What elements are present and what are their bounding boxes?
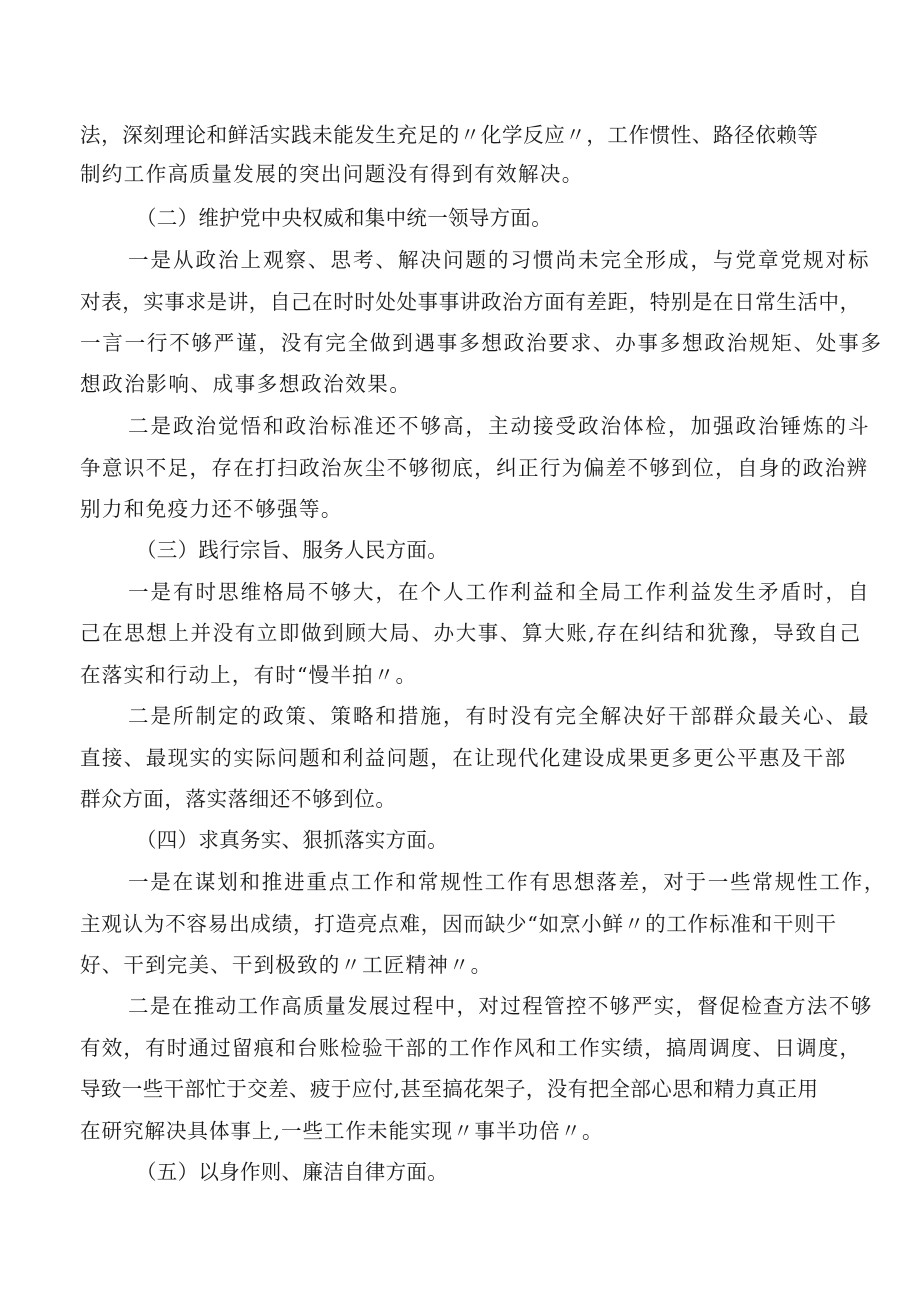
text-line: 二是政治觉悟和政治标准还不够高，主动接受政治体检，加强政治锤炼的斗 — [128, 414, 871, 438]
text-line: 一是有时思维格局不够大，在个人工作利益和全局工作利益发生矛盾时，自 — [128, 580, 871, 604]
text-line: 法，深刻理论和鲜活实践未能发生充足的〃化学反应〃，工作惯性、路径依赖等 — [80, 123, 819, 147]
section-heading: （四）求真务实、狠抓落实方面。 — [136, 828, 448, 852]
text-line: 别力和免疫力还不够强等。 — [80, 497, 343, 521]
text-line: 在研究解决具体事上,一些工作未能实现〃事半功倍〃。 — [80, 1119, 604, 1143]
text-line: 群众方面，落实落细还不够到位。 — [80, 787, 397, 811]
text-line: 一是从政治上观察、思考、解决问题的习惯尚未完全形成，与党章党规对标 — [128, 248, 871, 272]
text-line: 二是在推动工作高质量发展过程中，对过程管控不够严实，督促检查方法不够 — [128, 994, 873, 1018]
text-line: 好、干到完美、干到极致的〃工匠精神〃。 — [80, 953, 493, 977]
text-line: 制约工作高质量发展的突出问题没有得到有效解决。 — [80, 162, 584, 186]
text-line: 想政治影响、成事多想政治效果。 — [80, 372, 412, 396]
section-heading: （二）维护党中央权威和集中统一领导方面。 — [136, 206, 552, 230]
section-heading: （三）践行宗旨、服务人民方面。 — [136, 538, 448, 562]
text-line: 直接、最现实的实际问题和利益问题，在让现代化建设成果更多更公平惠及干部 — [80, 746, 847, 770]
text-line: 己在思想上并没有立即做到顾大局、办大事、算大账,存在纠结和犹豫，导致自己 — [80, 621, 862, 645]
text-line: 有效，有时通过留痕和台账检验干部的工作作风和工作实绩，搞周调度、日调度， — [80, 1036, 862, 1060]
section-heading: （五）以身作则、廉洁自律方面。 — [136, 1160, 448, 1184]
text-line: 争意识不足，存在打扫政治灰尘不够彻底，纠正行为偏差不够到位，自身的政治辨 — [80, 456, 869, 480]
text-line: 一是在谋划和推进重点工作和常规性工作有思想落差，对于一些常规性工作， — [128, 870, 887, 894]
text-line: 在落实和行动上，有时“慢半拍〃。 — [80, 663, 418, 687]
text-line: 导致一些干部忙于交差、疲于应付,甚至搞花架子，没有把全部心思和精力真正用 — [80, 1077, 819, 1101]
text-line: 二是所制定的政策、策略和措施，有时没有完全解决好干部群众最关心、最 — [128, 704, 871, 728]
text-line: 一言一行不够严谨，没有完全做到遇事多想政治要求、办事多想政治规矩、处事多 — [80, 331, 883, 355]
text-line: 对表，实事求是讲，自己在时时处处事事讲政治方面有差距，特别是在日常生活中， — [80, 290, 861, 314]
text-line: 主观认为不容易出成绩，打造亮点难，因而缺少“如烹小鲜〃的工作标准和干则干 — [80, 912, 837, 936]
